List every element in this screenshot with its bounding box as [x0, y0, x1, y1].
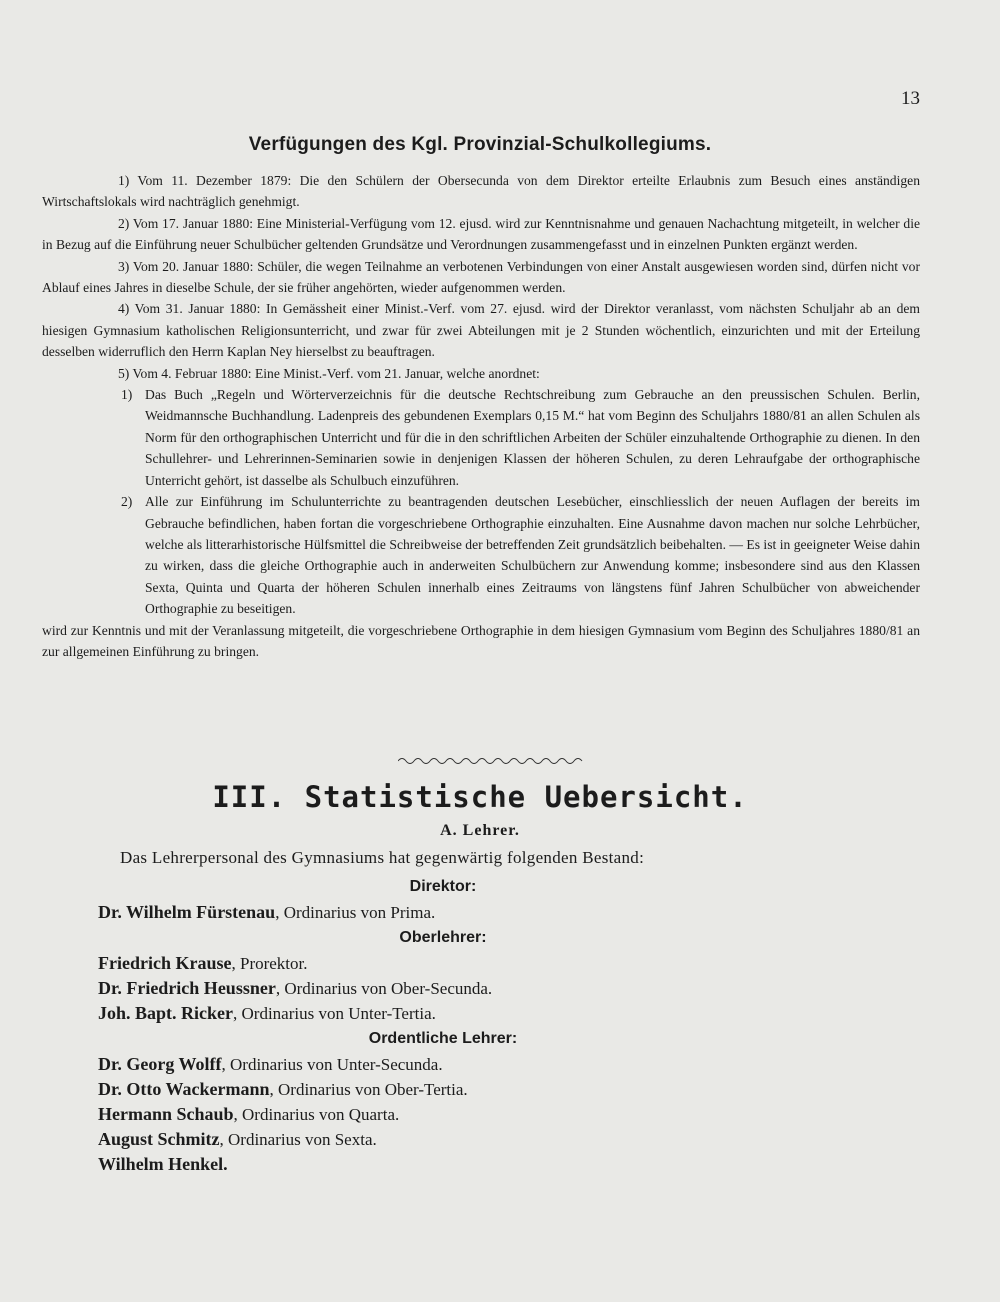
staff-name: Friedrich Krause	[98, 953, 232, 973]
role-heading-director: Direktor:	[409, 878, 477, 895]
staff-role: , Ordinarius von Sexta.	[219, 1130, 377, 1149]
staff-row	[98, 976, 938, 1001]
staff-row	[98, 1077, 938, 1102]
sub-item-number: 1)	[121, 387, 133, 403]
subsection-heading: A. Lehrer.	[440, 822, 520, 839]
staff-name: Hermann Schaub	[98, 1104, 234, 1124]
staff-role: , Prorektor.	[231, 954, 308, 973]
staff-name: Wilhelm Henkel.	[98, 1154, 228, 1174]
decree-sub-item	[121, 384, 920, 491]
staff-role: , Ordinarius von Prima.	[275, 903, 436, 922]
staff-role: , Ordinarius von Ober-Secunda.	[275, 979, 493, 998]
decree-item: 2) Vom 17. Januar 1880: Eine Ministerial-Verfügung vom 12. ejusd. wird zur Kenntnisnahme und genauen Nachachtung mitgeteilt, in welcher die in Bezug auf die Einführung neuer Schulbücher geltenden Grundsätze und Verordnungen zusammengefasst und in einzelnen Punkten ergänzt werden.	[42, 215, 920, 253]
staff-role: , Ordinarius von Unter-Tertia.	[233, 1004, 436, 1023]
staff-role: , Ordinarius von Quarta.	[233, 1105, 400, 1124]
staff-name: Dr. Wilhelm Fürstenau	[98, 902, 276, 922]
staff-row	[98, 1152, 938, 1177]
staff-name: Dr. Otto Wackermann	[98, 1079, 270, 1099]
closing-paragraph: wird zur Kenntnis und mit der Veranlassung mitgeteilt, die vorgeschriebene Orthographie in dem hiesigen Gymnasium vom Beginn des Schuljahres 1880/81 an zur allgemeinen Einführung zu bringen.	[42, 622, 920, 659]
staff-role: , Ordinarius von Ober-Tertia.	[269, 1080, 468, 1099]
statistics-title: III. Statistische Uebersicht.	[212, 780, 748, 814]
role-heading-senior: Oberlehrer:	[399, 929, 487, 946]
divider-ornament	[398, 756, 588, 766]
staff-row	[98, 1001, 938, 1026]
staff-row	[98, 951, 938, 976]
decree-item: 5) Vom 4. Februar 1880: Eine Minist.-Verf. vom 21. Januar, welche anordnet:	[118, 365, 540, 381]
decree-sub-item	[121, 491, 920, 619]
page-number: 13	[901, 88, 920, 109]
sub-item-number: 2)	[121, 494, 133, 510]
decree-item: 4) Vom 31. Januar 1880: In Gemässheit einer Minist.-Verf. vom 27. ejusd. wird der Direktor veranlasst, vom nächsten Schuljahr ab an dem hiesigen Gymnasium katholischen Religionsunterricht, und zwar für zwei Abteilungen mit je 2 Stunden wöchentlich, einzurichten und mit der Erteilung desselben widerruflich den Herrn Kaplan Ney hierselbst zu beauftragen.	[42, 301, 920, 360]
decree-list	[42, 170, 920, 662]
staff-row	[98, 1102, 938, 1127]
decree-item: 3) Vom 20. Januar 1880: Schüler, die wegen Teilnahme an verbotenen Verbindungen von einer Anstalt ausgewiesen worden sind, dürfen nicht vor Ablauf eines Jahres in dieselbe Schule, der sie früher angehörten, wieder aufgenommen werden.	[42, 258, 920, 296]
staff-name: Dr. Georg Wolff	[98, 1054, 222, 1074]
staff-name: August Schmitz	[98, 1129, 220, 1149]
sub-item-text: Das Buch „Regeln und Wörterverzeichnis für die deutsche Rechtschreibung zum Gebrauche an den preussischen Schulen. Berlin, Weidmannsche Buchhandlung. Ladenpreis des gebundenen Exemplars 0,15 M.“ hat vom Beginn des Schuljahrs 1880/81 an allen Schulen als Norm für den orthographischen Unterricht und für die in den schriftlichen Arbeiten der Schüler einzuhaltende Orthographie zu dienen. In den Schullehrer- und Lehrerinnen-Seminarien sowie in denjenigen Klassen der höheren Schulen, zu deren Lehraufgabe der orthographische Unterricht gehört, ist dasselbe als Schulbuch einzuführen.	[145, 387, 920, 488]
staff-name: Joh. Bapt. Ricker	[98, 1003, 233, 1023]
staff-row	[98, 1127, 938, 1152]
staff-row	[98, 1052, 938, 1077]
sub-item-text: Alle zur Einführung im Schulunterrichte zu beantragenden deutschen Lesebücher, einschliesslich der neuen Auflagen der bereits im Gebrauche befindlichen, haben fortan die vorgeschriebene Orthographie einzuhalten. Eine Ausnahme davon machen nur solche Lehrbücher, welche als litterarhistorische Hülfsmittel die Schreibweise der betreffenden Zeit grundsätzlich beibehalten. — Es ist in geeigneter Weise dahin zu wirken, dass die gleiche Orthographie auch in anderweiten Schulbüchern zur Anwendung komme; insbesondere sind aus den Klassen Sexta, Quinta und Quarta der höheren Schulen innerhalb eines Zeitraums von längstens fünf Jahren Schulbücher von abweichender Orthographie zu beseitigen.	[145, 494, 920, 617]
decree-item: 1) Vom 11. Dezember 1879: Die den Schülern der Obersecunda von dem Direktor erteilte Erlaubnis zum Besuch eines anständigen Wirtschaftslokals wird nachträglich genehmigt.	[42, 173, 920, 210]
role-heading-regular: Ordentliche Lehrer:	[368, 1030, 518, 1047]
section-heading: Verfügungen des Kgl. Provinzial-Schulkollegiums.	[248, 134, 712, 155]
staff-row	[98, 900, 938, 925]
staff-intro: Das Lehrerpersonal des Gymnasiums hat gegenwärtig folgenden Bestand:	[120, 848, 645, 867]
staff-role: , Ordinarius von Unter-Secunda.	[221, 1055, 443, 1074]
staff-list	[98, 874, 938, 1177]
staff-name: Dr. Friedrich Heussner	[98, 978, 276, 998]
